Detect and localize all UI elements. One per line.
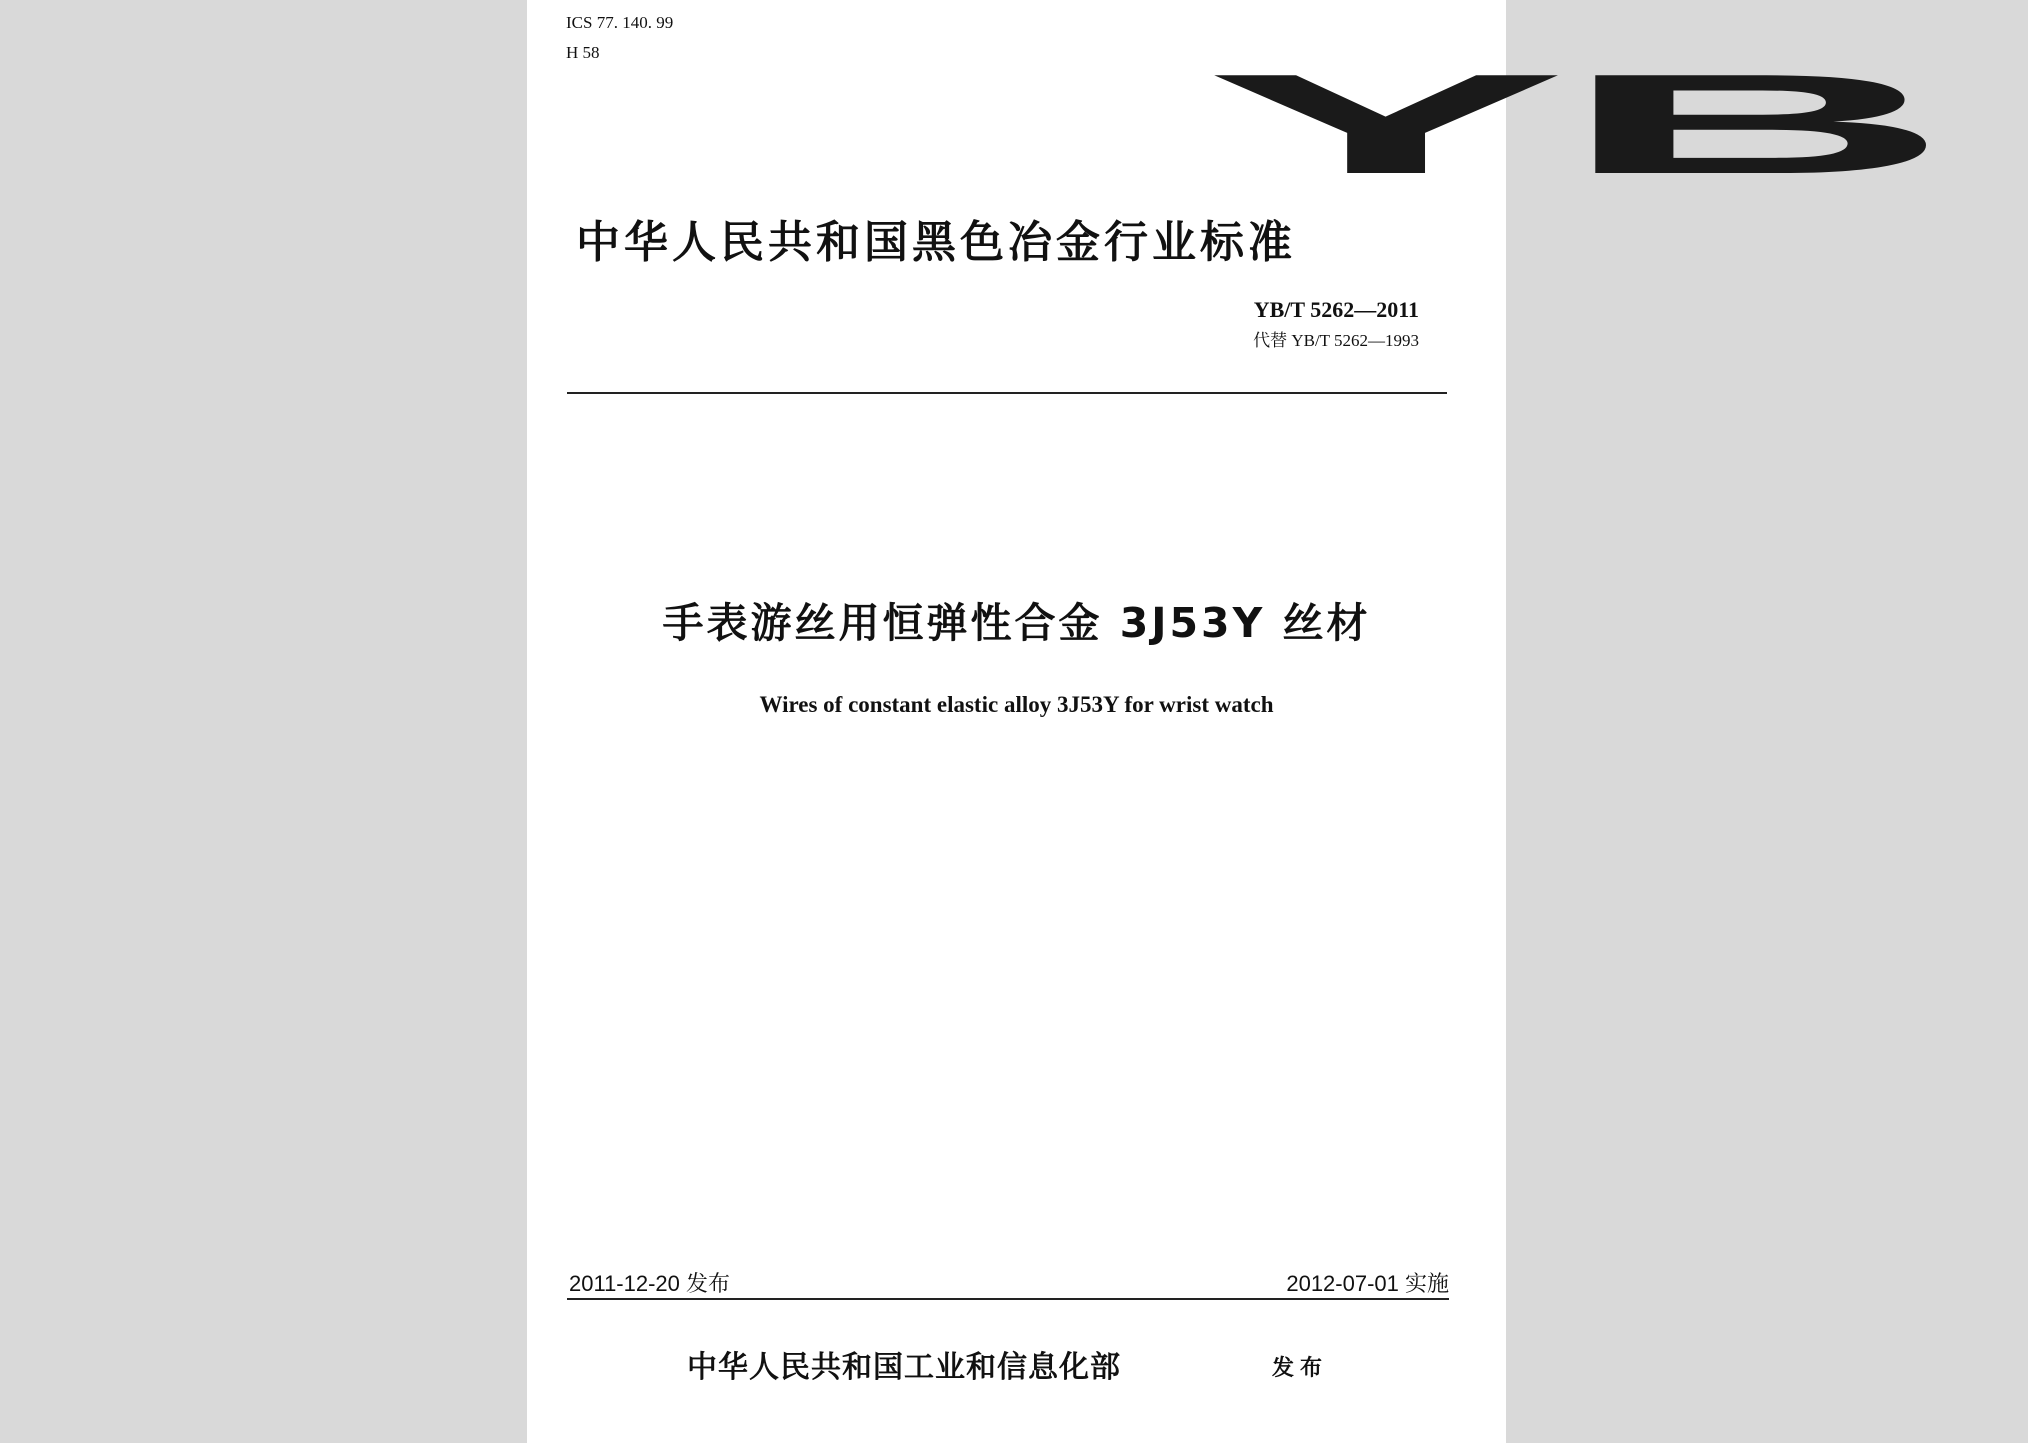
yb-logo-text: YB <box>1205 45 1943 204</box>
document-page <box>527 0 1943 1443</box>
document-title-chinese: 手表游丝用恒弹性合金 3J53Y 丝材 <box>662 599 1371 647</box>
footer-divider <box>567 1298 1449 1300</box>
publish-label: 发布 <box>1272 1356 1329 1381</box>
implementation-date: 2012-07-01 实施 <box>1286 1271 1449 1296</box>
yb-logo <box>1205 45 1943 204</box>
document-title-english: Wires of constant elastic alloy 3J53Y for wrist watch <box>759 692 1274 717</box>
header-divider <box>567 392 1447 394</box>
ics-code: ICS 77. 140. 99 <box>566 13 674 32</box>
standard-number: YB/T 5262—2011 <box>1253 297 1419 322</box>
organization-title: 中华人民共和国黑色冶金行业标准 <box>576 217 1296 268</box>
classification-code: H 58 <box>566 43 600 62</box>
publisher-name: 中华人民共和国工业和信息化部 <box>687 1350 1121 1385</box>
replaces-standard: 代替 YB/T 5262—1993 <box>1253 331 1419 350</box>
issue-date: 2011-12-20 发布 <box>569 1271 731 1296</box>
